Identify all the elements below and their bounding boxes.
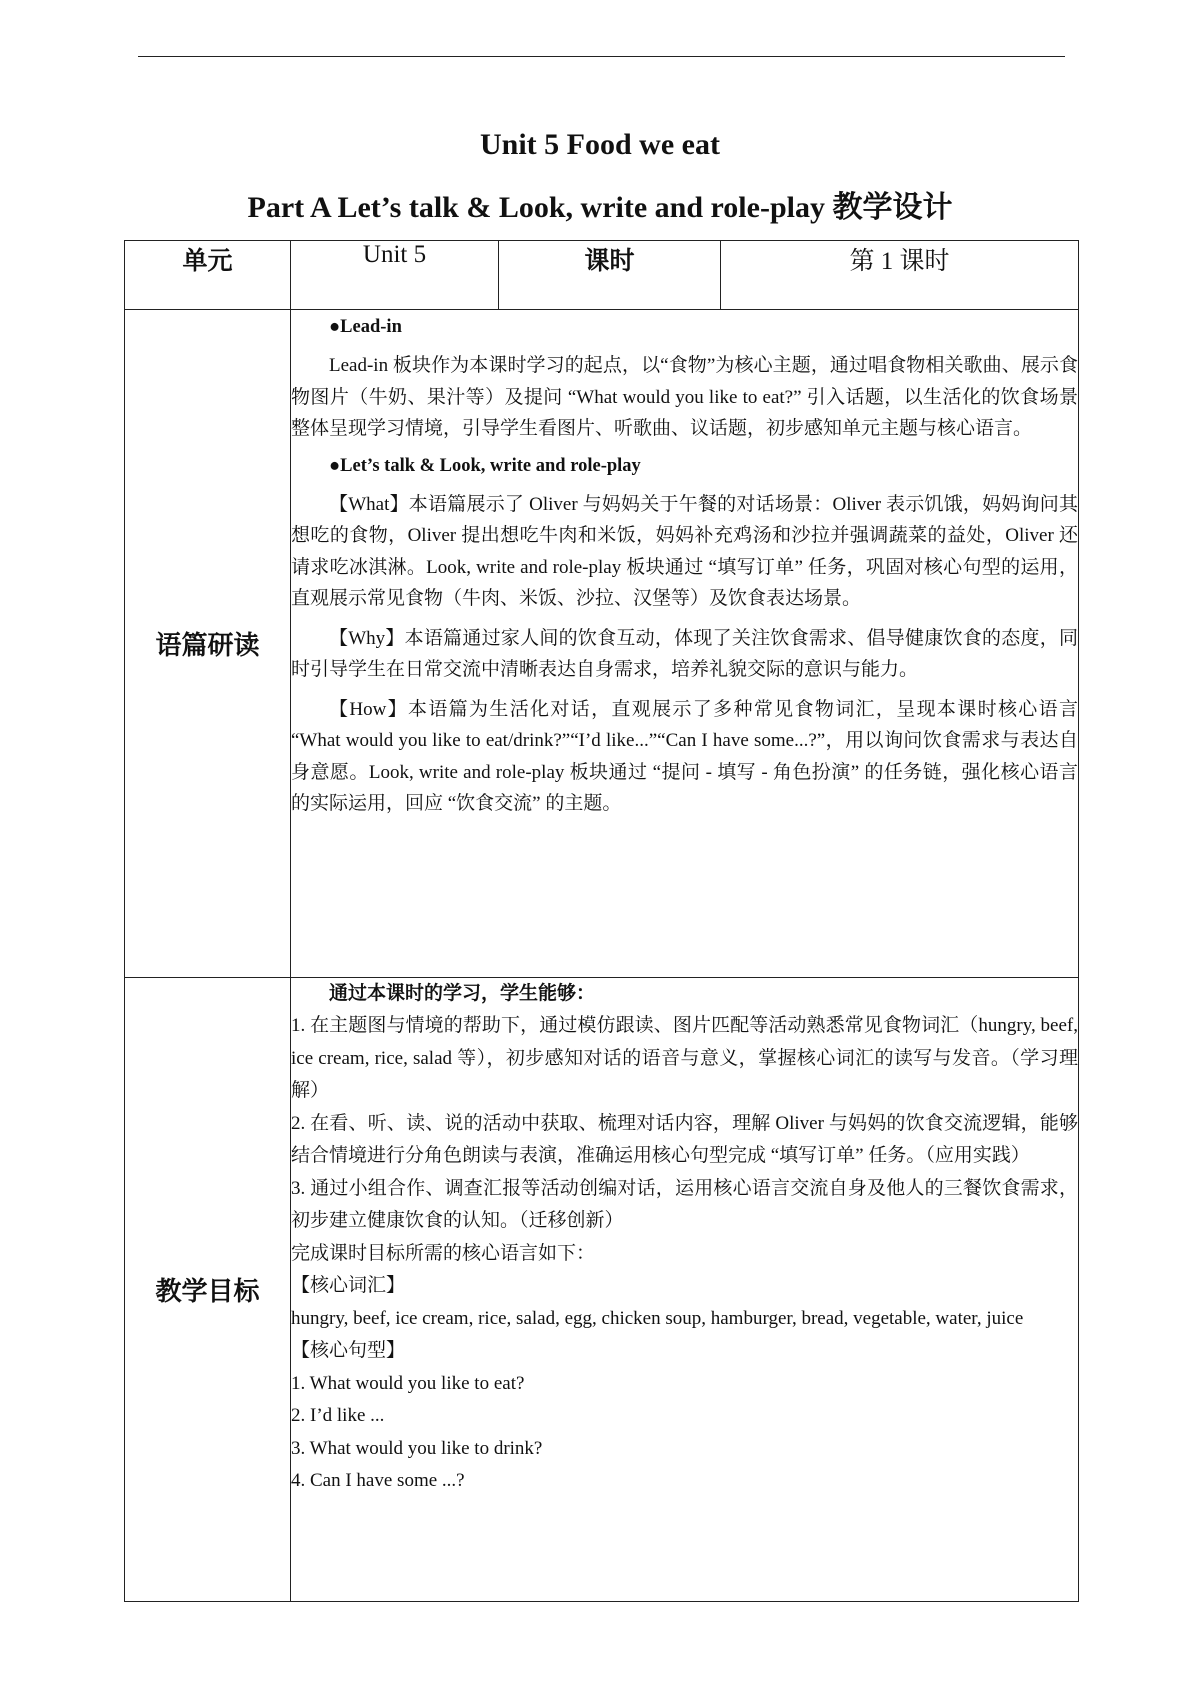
unit-value: Unit 5 — [291, 241, 499, 310]
what-paragraph: 【What】本语篇展示了 Oliver 与妈妈关于午餐的对话场景：Oliver 表示饥饿，妈妈询问其想吃的食物，Oliver 提出想吃牛肉和米饭，妈妈补充鸡汤和沙拉并强调蔬菜的益处，Oliver 还请求吃冰淇淋。Look, write and role-play 板块通过 “填写订单” 任务，巩固对核心句型的运用，直观展示常见食物（牛肉、米饭、沙拉、汉堡等）及饮食表达场景。 — [291, 493, 1078, 609]
sentence-item: 3. What would you like to drink? — [291, 1437, 543, 1459]
core-language-intro: 完成课时目标所需的核心语言如下： — [291, 1242, 596, 1264]
sentence-item: 2. I’d like ... — [291, 1405, 385, 1426]
teaching-goals-content — [291, 978, 1079, 1602]
leadin-heading: ●Lead-in — [329, 317, 402, 337]
teaching-goals-row — [125, 978, 1079, 1602]
teaching-goals-label: 教学目标 — [125, 978, 291, 1602]
how-paragraph: 【How】本语篇为生活化对话，直观展示了多种常见食物词汇，呈现本课时核心语言 “What would you like to eat/drink?”“I’d like...”“Can I have some...?”，用以询问饮食需求与表达自身意愿。Look, write and role-play 板块通过 “提问 - 填写 - 角色扮演” 的任务链，强化核心语言的实际运用，回应 “饮食交流” 的主题。 — [291, 698, 1078, 814]
goals-lead: 通过本课时的学习，学生能够： — [329, 983, 596, 1004]
text-analysis-row — [125, 310, 1079, 978]
unit-label: 单元 — [125, 241, 291, 310]
sentence-heading: 【核心句型】 — [291, 1340, 406, 1361]
goal-1: 1. 在主题图与情境的帮助下，通过模仿跟读、图片匹配等活动熟悉常见食物词汇（hungry, beef, ice cream, rice, salad 等），初步感知对话的语音与意义，掌握核心词汇的读写与发音。（学习理解） — [291, 1015, 1078, 1101]
header-row — [125, 241, 1079, 310]
lesson-plan-table — [124, 240, 1079, 1602]
why-paragraph: 【Why】本语篇通过家人间的饮食互动，体现了关注饮食需求、倡导健康饮食的态度，同时引导学生在日常交流中清晰表达自身需求，培养礼貌交际的意识与能力。 — [291, 627, 1078, 680]
text-analysis-label: 语篇研读 — [125, 310, 291, 978]
sentence-item: 4. Can I have some ...? — [291, 1470, 465, 1491]
vocab-heading: 【核心词汇】 — [291, 1275, 406, 1296]
top-rule — [138, 56, 1065, 57]
leadin-paragraph: Lead-in 板块作为本课时学习的起点，以“食物”为核心主题，通过唱食物相关歌曲、展示食物图片（牛奶、果汁等）及提问 “What would you like to eat?” 引入话题，以生活化的饮食场景整体呈现学习情境，引导学生看图片、听歌曲、议话题，初步感知单元主题与核心语言。 — [291, 355, 1078, 439]
document-title: Unit 5 Food we eat — [480, 128, 720, 161]
sentence-item: 1. What would you like to eat? — [291, 1372, 525, 1394]
period-label: 课时 — [499, 241, 721, 310]
document-subtitle: Part A Let’s talk & Look, write and role-play 教学设计 — [247, 191, 953, 224]
text-analysis-content — [291, 310, 1079, 978]
goal-3: 3. 通过小组合作、调查汇报等活动创编对话，运用核心语言交流自身及他人的三餐饮食需求，初步建立健康饮食的认知。（迁移创新） — [291, 1177, 1078, 1231]
goal-2: 2. 在看、听、读、说的活动中获取、梳理对话内容，理解 Oliver 与妈妈的饮食交流逻辑，能够结合情境进行分角色朗读与表演，准确运用核心句型完成 “填写订单” 任务。（应用实践） — [291, 1112, 1078, 1166]
talk-heading: ●Let’s talk & Look, write and role-play — [329, 455, 641, 476]
vocab-list: hungry, beef, ice cream, rice, salad, egg, chicken soup, hamburger, bread, vegetable, water, juice — [291, 1307, 1024, 1329]
period-value: 第 1 课时 — [721, 241, 1079, 310]
